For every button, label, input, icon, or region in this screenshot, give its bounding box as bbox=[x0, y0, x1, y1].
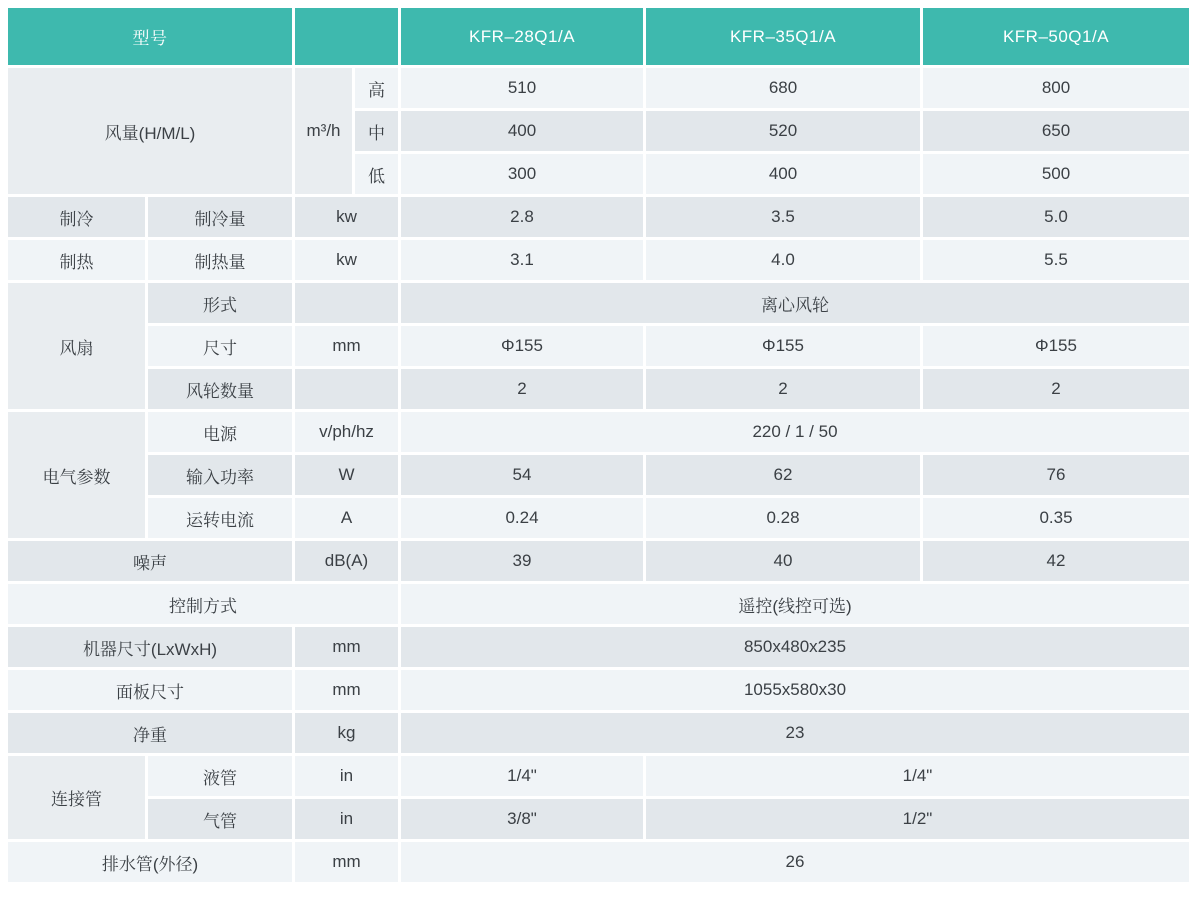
value-cell: 0.35 bbox=[923, 498, 1189, 538]
airflow-level-label: 中 bbox=[355, 111, 398, 151]
value-cell: 650 bbox=[923, 111, 1189, 151]
input-power-row bbox=[8, 455, 1189, 495]
power-supply-unit: v/ph/hz bbox=[295, 412, 398, 452]
pipes-group-label: 连接管 bbox=[8, 756, 145, 839]
control-mode-label: 控制方式 bbox=[8, 584, 398, 624]
spec-table-container bbox=[5, 5, 1192, 885]
airflow-high-row bbox=[8, 68, 1189, 108]
airflow-level-label: 高 bbox=[355, 68, 398, 108]
power-supply-row bbox=[8, 412, 1189, 452]
machine-size-label: 机器尺寸(LxWxH) bbox=[8, 627, 292, 667]
value-cell: 500 bbox=[923, 154, 1189, 194]
value-cell: 0.24 bbox=[401, 498, 643, 538]
value-cell: 5.0 bbox=[923, 197, 1189, 237]
value-cell: 3/8" bbox=[401, 799, 643, 839]
fan-count-unit bbox=[295, 369, 398, 409]
merged-value-cell: 23 bbox=[401, 713, 1189, 753]
drain-pipe-unit: mm bbox=[295, 842, 398, 882]
fan-count-row bbox=[8, 369, 1189, 409]
merged-value-cell: 1/2" bbox=[646, 799, 1189, 839]
machine-size-unit: mm bbox=[295, 627, 398, 667]
model-column-kfr28: KFR–28Q1/A bbox=[401, 8, 643, 65]
fan-type-label: 形式 bbox=[148, 283, 292, 323]
merged-value-cell: 850x480x235 bbox=[401, 627, 1189, 667]
value-cell: Φ155 bbox=[401, 326, 643, 366]
value-cell: 2 bbox=[401, 369, 643, 409]
value-cell: 4.0 bbox=[646, 240, 920, 280]
machine-size-row bbox=[8, 627, 1189, 667]
fan-count-label: 风轮数量 bbox=[148, 369, 292, 409]
running-current-unit: A bbox=[295, 498, 398, 538]
fan-size-row bbox=[8, 326, 1189, 366]
airflow-unit: m³/h bbox=[295, 68, 352, 194]
value-cell: 400 bbox=[401, 111, 643, 151]
gas-pipe-row bbox=[8, 799, 1189, 839]
value-cell: Φ155 bbox=[646, 326, 920, 366]
airflow-group-label: 风量(H/M/L) bbox=[8, 68, 292, 194]
value-cell: 520 bbox=[646, 111, 920, 151]
fan-type-unit bbox=[295, 283, 398, 323]
liquid-pipe-label: 液管 bbox=[148, 756, 292, 796]
gas-pipe-unit: in bbox=[295, 799, 398, 839]
value-cell: 3.5 bbox=[646, 197, 920, 237]
panel-size-unit: mm bbox=[295, 670, 398, 710]
value-cell: 0.28 bbox=[646, 498, 920, 538]
value-cell: 400 bbox=[646, 154, 920, 194]
model-header-label: 型号 bbox=[8, 8, 292, 65]
merged-value-cell: 26 bbox=[401, 842, 1189, 882]
power-supply-label: 电源 bbox=[148, 412, 292, 452]
value-cell: 54 bbox=[401, 455, 643, 495]
merged-value-cell: 220 / 1 / 50 bbox=[401, 412, 1189, 452]
heating-unit: kw bbox=[295, 240, 398, 280]
value-cell: 2.8 bbox=[401, 197, 643, 237]
panel-size-label: 面板尺寸 bbox=[8, 670, 292, 710]
liquid-pipe-row bbox=[8, 756, 1189, 796]
value-cell: 62 bbox=[646, 455, 920, 495]
noise-label: 噪声 bbox=[8, 541, 292, 581]
panel-size-row bbox=[8, 670, 1189, 710]
value-cell: Φ155 bbox=[923, 326, 1189, 366]
merged-value-cell: 遥控(线控可选) bbox=[401, 584, 1189, 624]
drain-pipe-row bbox=[8, 842, 1189, 882]
value-cell: 5.5 bbox=[923, 240, 1189, 280]
value-cell: 2 bbox=[923, 369, 1189, 409]
net-weight-row bbox=[8, 713, 1189, 753]
cooling-unit: kw bbox=[295, 197, 398, 237]
running-current-label: 运转电流 bbox=[148, 498, 292, 538]
value-cell: 680 bbox=[646, 68, 920, 108]
value-cell: 510 bbox=[401, 68, 643, 108]
net-weight-label: 净重 bbox=[8, 713, 292, 753]
heating-label: 制热量 bbox=[148, 240, 292, 280]
model-column-kfr50: KFR–50Q1/A bbox=[923, 8, 1189, 65]
cooling-label: 制冷量 bbox=[148, 197, 292, 237]
value-cell: 3.1 bbox=[401, 240, 643, 280]
value-cell: 76 bbox=[923, 455, 1189, 495]
heating-row bbox=[8, 240, 1189, 280]
cooling-group-label: 制冷 bbox=[8, 197, 145, 237]
electrical-group-label: 电气参数 bbox=[8, 412, 145, 538]
value-cell: 2 bbox=[646, 369, 920, 409]
drain-pipe-label: 排水管(外径) bbox=[8, 842, 292, 882]
merged-value-cell: 1055x580x30 bbox=[401, 670, 1189, 710]
input-power-unit: W bbox=[295, 455, 398, 495]
heating-group-label: 制热 bbox=[8, 240, 145, 280]
control-mode-row bbox=[8, 584, 1189, 624]
value-cell: 42 bbox=[923, 541, 1189, 581]
running-current-row bbox=[8, 498, 1189, 538]
liquid-pipe-unit: in bbox=[295, 756, 398, 796]
value-cell: 40 bbox=[646, 541, 920, 581]
fan-type-row bbox=[8, 283, 1189, 323]
header-row bbox=[8, 8, 1189, 65]
fan-size-unit: mm bbox=[295, 326, 398, 366]
merged-value-cell: 离心风轮 bbox=[401, 283, 1189, 323]
cooling-row bbox=[8, 197, 1189, 237]
model-column-kfr35: KFR–35Q1/A bbox=[646, 8, 920, 65]
net-weight-unit: kg bbox=[295, 713, 398, 753]
fan-size-label: 尺寸 bbox=[148, 326, 292, 366]
unit-header-spacer bbox=[295, 8, 398, 65]
value-cell: 300 bbox=[401, 154, 643, 194]
noise-unit: dB(A) bbox=[295, 541, 398, 581]
merged-value-cell: 1/4" bbox=[646, 756, 1189, 796]
fan-group-label: 风扇 bbox=[8, 283, 145, 409]
value-cell: 1/4" bbox=[401, 756, 643, 796]
value-cell: 800 bbox=[923, 68, 1189, 108]
value-cell: 39 bbox=[401, 541, 643, 581]
gas-pipe-label: 气管 bbox=[148, 799, 292, 839]
product-spec-table bbox=[5, 5, 1192, 885]
input-power-label: 输入功率 bbox=[148, 455, 292, 495]
airflow-level-label: 低 bbox=[355, 154, 398, 194]
noise-row bbox=[8, 541, 1189, 581]
